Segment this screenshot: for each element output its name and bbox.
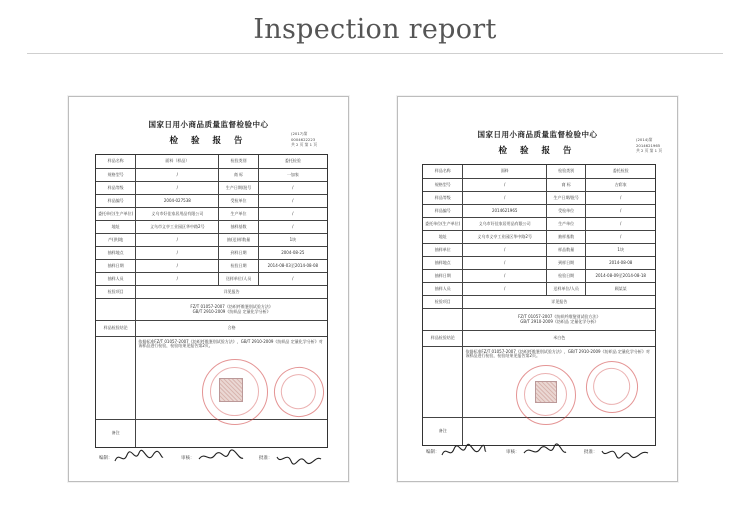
page-title: Inspection report [253, 14, 497, 45]
table-label-cell: 检验类别 [546, 165, 585, 178]
table-label-cell: 样品名称 [107, 158, 124, 164]
table-label-cell: 抽样地点 [434, 259, 451, 265]
table-label-cell: 样品编号 [434, 207, 451, 213]
table-row [96, 320, 327, 336]
signature-row [426, 443, 656, 463]
table-value-cell: 吉彩家 [585, 179, 655, 191]
table-value-cell: 义乌市义亭工业园区华中路2号 [135, 221, 218, 233]
table-value-cell: / [135, 273, 218, 285]
table-value-cell [135, 299, 327, 320]
table-row [96, 419, 327, 447]
table-label-cell [96, 337, 135, 419]
table-row [423, 330, 655, 346]
inspection-basis-line: GB/T 2910-2009《纺织品 定量化学分析》 [192, 308, 271, 314]
table-row [96, 246, 327, 259]
remarks-label: 备注 [111, 430, 120, 436]
table-value-cell: / [258, 208, 327, 220]
table-row [96, 285, 327, 298]
table-row [96, 207, 327, 220]
table-row [423, 178, 655, 191]
remarks-label: 备注 [438, 428, 447, 434]
signature-label: 审核： [506, 450, 520, 455]
table-label-cell: 样品等级 [434, 194, 451, 200]
table-label-cell: 抽样基数 [218, 221, 257, 233]
table-label-cell [96, 299, 135, 320]
report-reference [636, 137, 662, 154]
table-row [423, 282, 655, 295]
table-label-cell: 到样日期 [546, 257, 585, 269]
table-value-cell: 2014-08-08 [585, 257, 655, 269]
table-value-cell: 详见报告 [462, 296, 655, 308]
inspection-basis-line: FZ/T 01057-2007《纺织纤维鉴别试验方法》 [190, 304, 273, 310]
inspection-report-left [68, 96, 349, 482]
inspection-report-right [397, 96, 678, 482]
table-label-cell: 检验类别 [218, 155, 257, 168]
stamp-photo [219, 378, 243, 402]
table-value-cell [462, 309, 655, 330]
table-row [423, 217, 655, 230]
table-label-cell: 抽样地点 [107, 249, 124, 255]
report-reference-line: 共 2 页 第 1 页 [291, 142, 318, 147]
table-row [96, 168, 327, 181]
table-row [423, 243, 655, 256]
conclusion-label: 样品检验结论 [103, 325, 128, 331]
signature-label: 编制： [99, 456, 113, 461]
table-row [423, 295, 655, 308]
table-value-cell: / [258, 273, 327, 285]
report-reference-line: 0004622223 [291, 136, 316, 142]
table-label-cell [423, 347, 462, 417]
handwritten-signature [275, 449, 323, 467]
conclusion-text: 依据标准FZ/T 01057-2007《纺织纤维鉴别试验方法》，GB/T 2910-2009《纺织品 定量化学分析》对该样品进行检验，检验结果见报告第2页。 [135, 337, 327, 419]
table-value-cell: / [135, 260, 218, 272]
handwritten-signature [522, 443, 568, 461]
table-value-cell: 2014-08-09至2014-08-18 [585, 270, 655, 282]
table-value-cell: 委托检验 [585, 165, 655, 178]
table-value-cell: / [462, 179, 546, 191]
handwritten-signature [113, 449, 165, 467]
table-label-cell: 委托单位(生产单位) [425, 220, 461, 226]
report-reference-line: 共 2 页 第 1 页 [636, 148, 663, 153]
signature-label: 批准： [584, 450, 598, 455]
table-row [423, 308, 655, 330]
table-label-cell: 送样单位/人员 [546, 283, 585, 295]
report-header: 国家日用小商品质量监督检验中心 [477, 130, 598, 139]
handwritten-signature [440, 443, 488, 461]
table-label-cell: 抽(送)样数量 [218, 234, 257, 246]
stamp-photo [535, 381, 557, 403]
table-label-cell: 抽样日期 [107, 262, 124, 268]
report-reference-line: (2017)第 [291, 131, 308, 136]
table-value-cell: / [462, 244, 546, 256]
table-value-cell: 一加家 [258, 169, 327, 181]
table-value-cell: / [135, 234, 218, 246]
table-value-cell: / [462, 270, 546, 282]
table-label-cell: 样品数量 [546, 244, 585, 256]
conclusion-text: 依据标准FZ/T 01057-2007《纺织纤维鉴别试验方法》，GB/T 2910-2009《纺织品 定量化学分析》对该样品进行检验，检验结果见报告第2页。 [462, 347, 655, 417]
table-value-cell: / [135, 247, 218, 259]
table-row [423, 269, 655, 282]
table-label-cell: 送样单位/人员 [218, 273, 257, 285]
table-label-cell: 抽样日期 [434, 272, 451, 278]
table-label-cell: 地址 [438, 233, 447, 239]
table-label-cell: 生产日期/批号 [546, 192, 585, 204]
table-row [96, 155, 327, 168]
report-subheader: 检 验 报 告 [169, 136, 248, 146]
table-label-cell: 样品编号 [107, 197, 124, 203]
report-reference [291, 131, 317, 148]
table-label-cell: 受检单位 [218, 195, 257, 207]
inspection-basis-line: GB/T 2910-2009《纺织品 定量化学分析》 [520, 318, 599, 324]
table-label-cell: 商 标 [218, 169, 257, 181]
report-header: 国家日用小商品质量监督检验中心 [148, 120, 269, 129]
table-value-cell: / [258, 182, 327, 194]
table-label-cell: 检验日期 [218, 260, 257, 272]
table-value-cell: / [135, 169, 218, 181]
table-label-cell: 抽样人员 [434, 285, 451, 291]
table-row [423, 256, 655, 269]
table-value-cell: / [135, 182, 218, 194]
table-row [96, 220, 327, 233]
signature-label: 审核： [181, 456, 195, 461]
table-value-cell: / [462, 283, 546, 295]
table-row [423, 230, 655, 243]
table-label-cell: 委托单位(生产单位) [98, 210, 134, 216]
signature-row [99, 449, 324, 469]
table-label-cell: 抽样人员 [107, 275, 124, 281]
table-label-cell: 检验项目 [434, 298, 451, 304]
table-value-cell: 1块 [258, 234, 327, 246]
table-label-cell: 检验项目 [107, 288, 124, 294]
signature-label: 批准： [259, 456, 273, 461]
inspection-basis-line: FZ/T 01057-2007《纺织纤维鉴别试验方法》 [517, 314, 601, 320]
conclusion-value: 合格 [135, 321, 327, 336]
table-value-cell: / [462, 192, 546, 204]
signature-label: 编制： [426, 450, 440, 455]
table-label-cell: 生产单位 [546, 218, 585, 230]
table-value-cell: / [585, 205, 655, 217]
table-row [96, 181, 327, 194]
table-value-cell: 义乌市好佳家居用品有限公司 [462, 218, 546, 230]
table-label-cell: 抽样单位 [434, 246, 451, 252]
table-value-cell: 义乌市好佳家居用品有限公司 [135, 208, 218, 220]
handwritten-signature [600, 443, 650, 461]
table-label-cell: 产(供)地 [108, 236, 124, 242]
table-label-cell: 商 标 [546, 179, 585, 191]
table-row [96, 194, 327, 207]
table-value-cell: 详见报告 [135, 286, 327, 298]
table-value-cell: / [258, 195, 327, 207]
table-label-cell: 抽样基数 [546, 231, 585, 243]
report-subheader: 检 验 报 告 [498, 146, 577, 156]
table-value-cell: / [585, 192, 655, 204]
table-row [96, 259, 327, 272]
table-label-cell: 生产日期/批号 [218, 182, 257, 194]
table-row [96, 272, 327, 285]
table-value-cell: 委托检验 [258, 155, 327, 168]
conclusion-value: 米白色 [462, 331, 655, 346]
table-value-cell: 义乌市义亭工业园区华中路2号 [462, 231, 546, 243]
table-label-cell: 到样日期 [218, 247, 257, 259]
table-value-cell: 面料 [462, 165, 546, 178]
table-value-cell: 面料（样品） [135, 155, 218, 168]
table-label-cell: 样品等级 [107, 184, 124, 190]
table-value-cell: 2014-08-03至2014-08-08 [258, 260, 327, 272]
table-value-cell: 2004-08-25 [258, 247, 327, 259]
table-value-cell: / [585, 218, 655, 230]
report-reference-line: 2014621965 [636, 142, 661, 148]
table-value-cell: / [258, 221, 327, 233]
table-value-cell: 1块 [585, 244, 655, 256]
table-row [423, 204, 655, 217]
table-value-cell: 2004-027538 [135, 195, 218, 207]
table-label-cell [423, 309, 462, 330]
table-label-cell: 规格型号 [434, 181, 451, 187]
report-reference-line: (2014)第 [636, 137, 653, 142]
table-value-cell: 2014621965 [462, 205, 546, 217]
table-row [96, 233, 327, 246]
table-label-cell: 样品名称 [434, 168, 451, 174]
title-divider [27, 53, 723, 54]
table-value-cell: / [585, 231, 655, 243]
table-value-cell: 顾某某 [585, 283, 655, 295]
table-label-cell: 生产单位 [218, 208, 257, 220]
table-label-cell: 检验日期 [546, 270, 585, 282]
table-label-cell: 地址 [111, 223, 120, 229]
conclusion-label: 样品检验结论 [430, 335, 455, 341]
table-row [423, 165, 655, 178]
table-row [423, 191, 655, 204]
table-value-cell: / [462, 257, 546, 269]
table-label-cell: 规格型号 [107, 171, 124, 177]
handwritten-signature [197, 449, 245, 467]
table-row [96, 298, 327, 320]
table-label-cell: 受检单位 [546, 205, 585, 217]
